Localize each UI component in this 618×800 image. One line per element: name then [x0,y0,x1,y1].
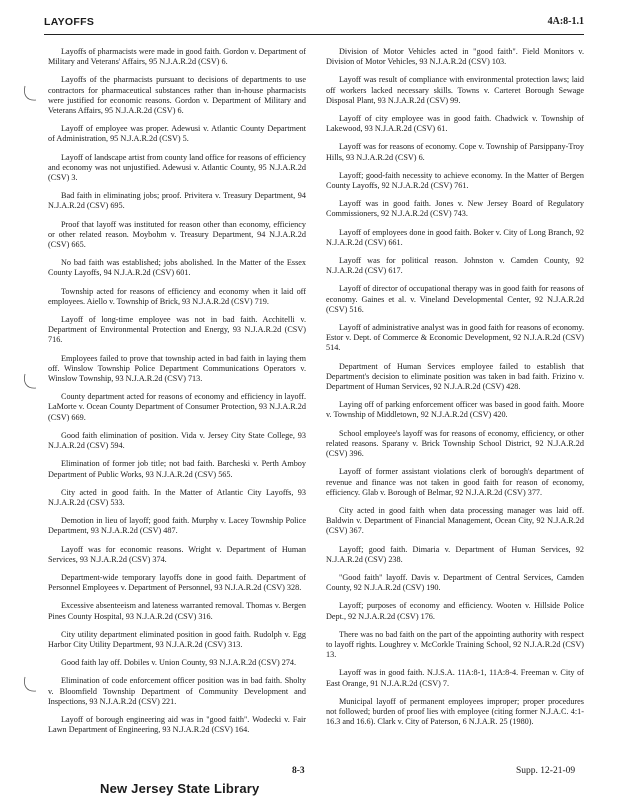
annotation-entry: Layoff was for economic reasons. Wright v. Department of Human Services, 93 N.J.A.R.2d (CSV) 374. [48,544,306,564]
annotation-entry: Layoff was for reasons of economy. Cope v. Township of Parsippany-Troy Hills, 93 N.J.A.R.2d (CSV) 6. [326,142,584,162]
annotation-entry: Proof that layoff was instituted for reason other than economy, efficiency or other related reason. Moybohm v. Treasury Department, 94 N.J.A.R.2d (CSV) 665. [48,219,306,250]
annotation-entry: Layoff; good-faith necessity to achieve economy. In the Matter of Bergen County Layoffs, 92 N.J.A.R.2d (CSV) 761. [326,170,584,191]
annotation-entry: City utility department eliminated position in good faith. Rudolph v. Egg Harbor City Utility Department, 93 N.J.A.R.2d (CSV) 313. [48,629,306,649]
header-rule [44,34,584,35]
page-number: 8-3 [292,766,305,776]
annotation-entry: Bad faith in eliminating jobs; proof. Privitera v. Treasury Department, 94 N.J.A.R.2d (CSV) 695. [48,191,306,211]
annotation-entry: Division of Motor Vehicles acted in "good faith". Field Monitors v. Division of Motor Vehicles, 93 N.J.A.R.2d (CSV) 103. [326,47,584,67]
right-column [326,47,584,735]
annotation-entry: Layoff of administrative analyst was in good faith for reasons of economy. Estor v. Dept. of Commerce & Economic Development, 92 N.J.A.R.2d (CSV) 514. [326,323,584,353]
margin-mark-middle [22,372,38,394]
annotation-entry: Township acted for reasons of efficiency and economy when it laid off employees. Aiello v. Township of Brick, 93 N.J.A.R.2d (CSV) 719. [48,286,306,306]
annotation-entry: Good faith elimination of position. Vida v. Jersey City State College, 93 N.J.A.R.2d (CSV) 594. [48,430,306,451]
annotation-entry: Elimination of former job title; not bad faith. Barcheski v. Perth Amboy Department of Public Works, 93 N.J.A.R.2d (CSV) 565. [48,459,306,479]
annotation-entry: Layoff; good faith. Dimaria v. Department of Human Services, 92 N.J.A.R.2d (CSV) 238. [326,544,584,564]
page-header [44,16,584,30]
annotation-entry: County department acted for reasons of economy and efficiency in layoff. LaMorte v. Ocean County Department of Consumer Protection, 93 N.J.A.R.2d (CSV) 669. [48,392,306,422]
annotation-entry: Department-wide temporary layoffs done in good faith. Department of Personnel Employees v. Department of Personnel, 93 N.J.A.R.2d (CSV) 328. [48,572,306,593]
annotation-entry: Layoff was for political reason. Johnston v. Camden County, 92 N.J.A.R.2d (CSV) 617. [326,256,584,276]
annotation-entry: Laying off of parking enforcement officer was based in good faith. Moore v. Township of Middletown, 92 N.J.A.R.2d (CSV) 420. [326,400,584,420]
annotation-entry: School employee's layoff was for reasons of economy, efficiency, or other related reasons. Sparany v. Brick Township School District, 92 N.J.A.R.2d (CSV) 396. [326,428,584,459]
running-title: LAYOFFS [44,16,95,28]
annotation-entry: Layoff of employees done in good faith. Boker v. City of Long Branch, 92 N.J.A.R.2d (CSV) 661. [326,227,584,247]
left-column [48,47,306,743]
annotation-entry: No bad faith was established; jobs abolished. In the Matter of the Essex County Layoffs, 94 N.J.A.R.2d (CSV) 601. [48,258,306,278]
annotation-entry: Excessive absenteeism and lateness warranted removal. Thomas v. Bergen Pines County Hospital, 93 N.J.A.R.2d (CSV) 316. [48,601,306,621]
annotation-entry: There was no bad faith on the part of the appointing authority with respect to layoff rights. Loughrey v. McCorkle Training School, 92 N.J.A.R.2d (CSV) 13. [326,629,584,660]
margin-mark-bottom [22,675,38,697]
annotation-entry: "Good faith" layoff. Davis v. Department of Central Services, Camden County, 92 N.J.A.R.2d (CSV) 190. [326,572,584,593]
annotation-entry: Layoff of employee was proper. Adewusi v. Atlantic County Department of Administration, 95 N.J.A.R.2d (CSV) 5. [48,124,306,144]
annotation-entry: Layoff was in good faith. Jones v. New Jersey Board of Regulatory Commissioners, 92 N.J.A.R.2d (CSV) 743. [326,199,584,219]
annotation-entry: Department of Human Services employee failed to establish that Department's decision to eliminate position was taken in bad faith. Frizino v. Department of Human Services, 92 N.J.A.R.2d (CSV) 428. [326,361,584,392]
library-watermark: New Jersey State Library [100,781,260,796]
supplement-date: Supp. 12-21-09 [516,766,576,776]
annotation-entry: Layoff of landscape artist from county land office for reasons of efficiency and economy was not unjustified. Adewusi v. Atlantic County, 95 N.J.A.R.2d (CSV) 3. [48,152,306,183]
annotation-entry: Layoffs of pharmacists were made in good faith. Gordon v. Department of Military and Veterans' Affairs, 95 N.J.A.R.2d (CSV) 6. [48,47,306,67]
annotation-entry: Layoff; purposes of economy and efficiency. Wooten v. Hillside Police Dept., 92 N.J.A.R.2d (CSV) 176. [326,601,584,621]
annotation-entry: Layoffs of the pharmacists pursuant to decisions of departments to use contractors for pharmaceutical substances rather than in-house pharmacists were justified for economic reasons. Gordon v. Department of Military and Veterans Affairs, 95 N.J.A.R.2d (CSV) 6. [48,75,306,116]
annotation-entry: Layoff was in good faith. N.J.S.A. 11A:8-1, 11A:8-4. Freeman v. City of East Orange, 91 N.J.A.R.2d (CSV) 7. [326,668,584,688]
annotation-entry: Municipal layoff of permanent employees improper; proper procedures not followed; burden of proof lies with employee (citing former N.J.A.C. 4:1-16.3 and 16.6). Clark v. City of Paterson, 6 N.J.A.R. 25 (1980). [326,696,584,727]
annotation-entry: Employees failed to prove that township acted in bad faith in laying them off. Winslow Township Police Department Communications Operators v. Winslow Township, 93 N.J.A.R.2d (CSV) 713. [48,353,306,384]
annotation-entry: Layoff was result of compliance with environmental protection laws; laid off workers lacked necessary skills. Towns v. Carteret Borough Sewage Disposal Plant, 93 N.J.A.R.2d (CSV) 99. [326,75,584,105]
annotation-entry: Layoff of long-time employee was not in bad faith. Acchitelli v. Department of Environmental Protection and Energy, 93 N.J.A.R.2d (CSV) 716. [48,315,306,345]
annotation-entry: Elimination of code enforcement officer position was in bad faith. Sholty v. Bloomfield Township Department of Community Development and Inspections, 93 N.J.A.R.2d (CSV) 221. [48,676,306,706]
margin-mark-top [22,84,38,106]
annotation-entry: City acted in good faith. In the Matter of Atlantic City Layoffs, 93 N.J.A.R.2d (CSV) 533. [48,487,306,507]
annotation-entry: Layoff of former assistant violations clerk of borough's department of revenue and finance was not taken in good faith for reason of economy, efficiency. Glab v. Borough of Belmar, 92 N.J.A.R.2d (CSV) 377. [326,467,584,497]
annotation-entry: Layoff of city employee was in good faith. Chadwick v. Township of Lakewood, 93 N.J.A.R.2d (CSV) 61. [326,114,584,134]
annotation-entry: Layoff of director of occupational therapy was in good faith for reasons of economy. Gaines et al. v. Vineland Developmental Center, 92 N.J.A.R.2d (CSV) 516. [326,284,584,314]
annotation-entry: Good faith lay off. Dobiles v. Union County, 93 N.J.A.R.2d (CSV) 274. [61,658,297,668]
annotation-entry: City acted in good faith when data processing manager was laid off. Baldwin v. Department of Financial Management, Ocean City, 92 N.J.A.R.2d (CSV) 367. [326,505,584,536]
section-number: 4A:8-1.1 [547,16,584,27]
annotation-entry: Layoff of borough engineering aid was in "good faith". Wodecki v. Fair Lawn Department of Engineering, 93 N.J.A.R.2d (CSV) 164. [48,714,306,735]
annotation-entry: Demotion in lieu of layoff; good faith. Murphy v. Lacey Township Police Department, 93 N.J.A.R.2d (CSV) 487. [48,516,306,536]
